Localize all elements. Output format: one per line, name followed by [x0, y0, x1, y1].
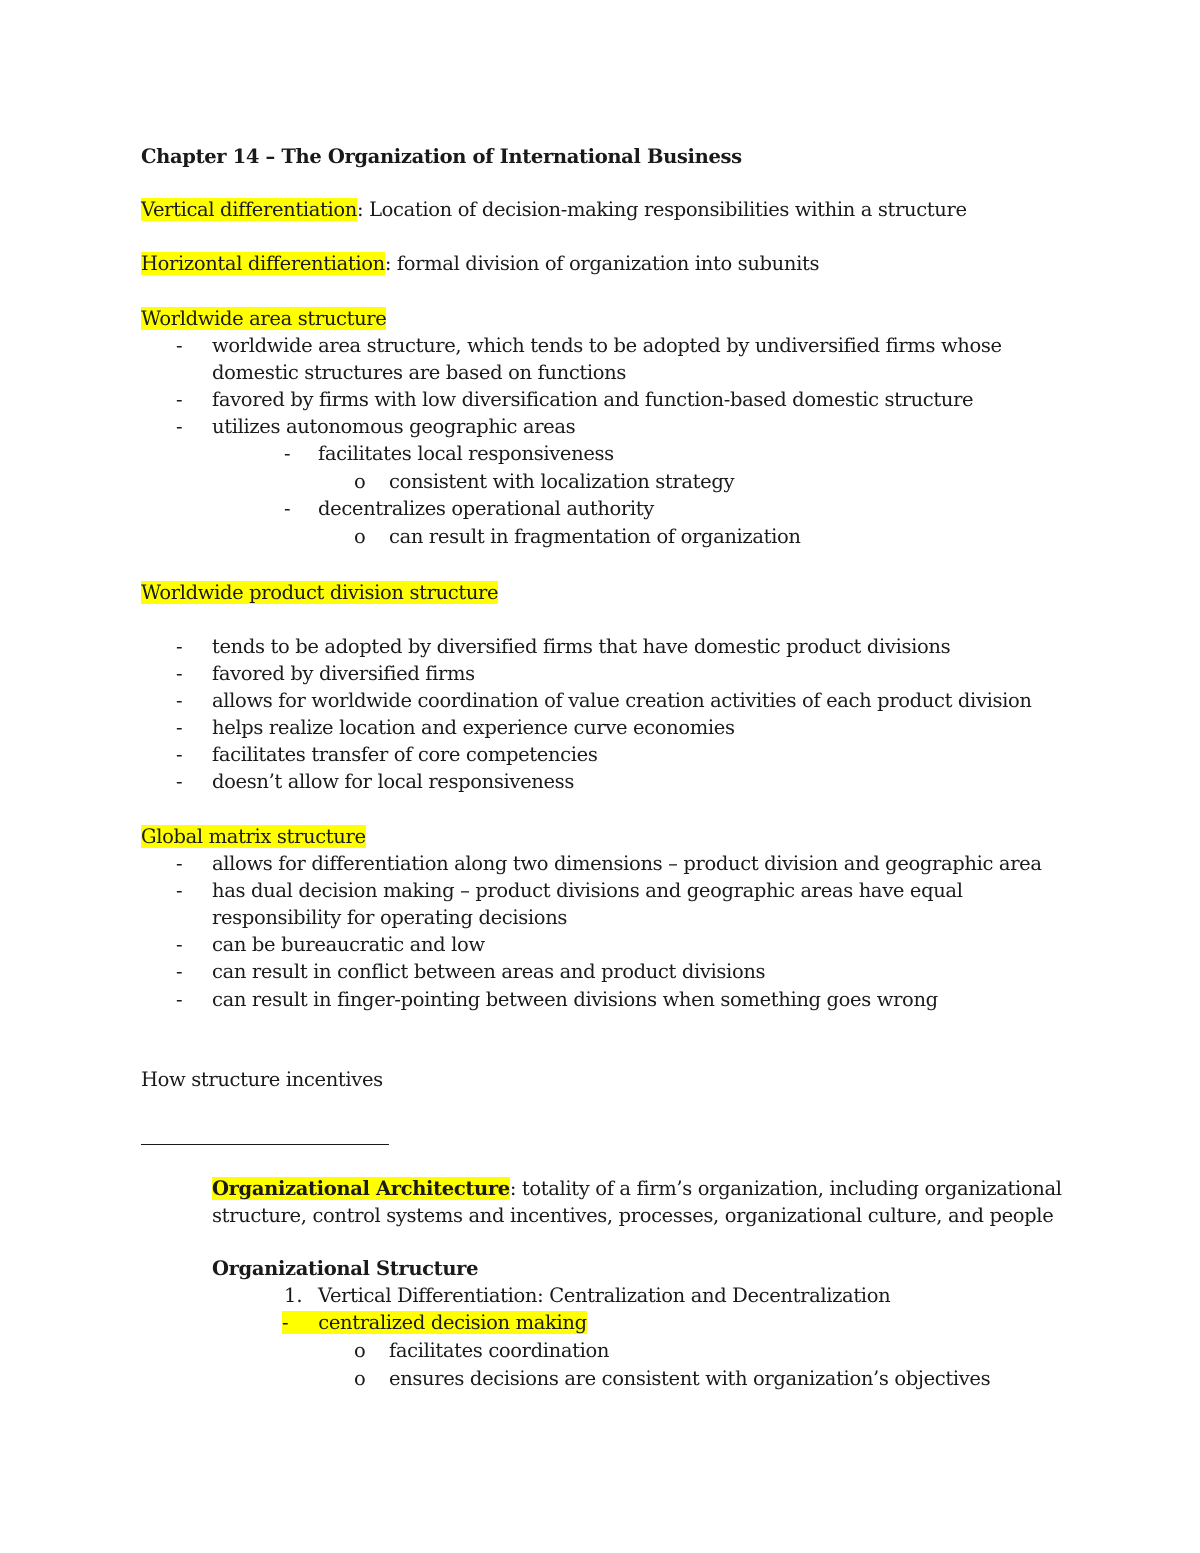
list-item: can result in conflict between areas and product divisions: [212, 960, 766, 983]
dash-marker: -: [282, 1311, 289, 1334]
list-item: facilitates local responsiveness: [318, 442, 614, 465]
bullet-marker: o: [354, 1339, 366, 1362]
list-item: ensures decisions are consistent with organization’s objectives: [389, 1367, 991, 1390]
highlighted-term: Organizational Architecture: [212, 1177, 510, 1200]
list-item: allows for differentiation along two dimensions – product division and geographic area: [212, 852, 1042, 875]
dash-marker: -: [176, 388, 183, 411]
dash-marker: -: [176, 852, 183, 875]
dash-marker: -: [176, 743, 183, 766]
list-item: worldwide area structure, which tends to be adopted by undiversified firms whose: [212, 334, 1002, 357]
dash-marker: -: [176, 933, 183, 956]
architecture-line: [212, 1179, 1062, 1199]
dash-marker: -: [176, 770, 183, 793]
highlighted-term: Worldwide area structure: [141, 307, 387, 330]
dash-marker: -: [176, 662, 183, 685]
page-title: Chapter 14 – The Organization of International Business: [141, 145, 742, 168]
list-item: has dual decision making – product divisions and geographic areas have equal: [212, 879, 963, 902]
vertical-differentiation-line: [141, 200, 967, 220]
dash-marker: -: [176, 988, 183, 1011]
list-item: allows for worldwide coordination of value creation activities of each product division: [212, 689, 1032, 712]
list-item: domestic structures are based on functions: [212, 361, 627, 384]
dash-marker: -: [176, 716, 183, 739]
list-item: doesn’t allow for local responsiveness: [212, 770, 574, 793]
horizontal-differentiation-line: [141, 254, 819, 274]
list-item-text: centralized decision making: [318, 1311, 587, 1334]
list-item: consistent with localization strategy: [389, 470, 735, 493]
highlighted-term: Worldwide product division structure: [141, 581, 499, 604]
architecture-definition-continued: structure, control systems and incentives, processes, organizational culture, and people: [212, 1204, 1054, 1227]
highlighted-term: Vertical differentiation: [141, 198, 357, 221]
section-heading: [141, 583, 498, 603]
list-item: decentralizes operational authority: [318, 497, 654, 520]
dash-marker: -: [176, 334, 183, 357]
term-definition: : totality of a firm’s organization, including organizational: [509, 1177, 1062, 1200]
incentives-line: How structure incentives: [141, 1068, 383, 1091]
section-heading: [141, 309, 386, 329]
dash-marker: -: [176, 635, 183, 658]
list-item: responsibility for operating decisions: [212, 906, 568, 929]
number-marker: 1.: [284, 1284, 303, 1307]
term-definition: : Location of decision-making responsibilities within a structure: [357, 198, 967, 221]
dash-marker: -: [284, 497, 291, 520]
section-divider: [141, 1144, 389, 1145]
highlighted-term: Horizontal differentiation: [141, 252, 385, 275]
list-item: facilitates transfer of core competencies: [212, 743, 598, 766]
dash-marker: -: [176, 415, 183, 438]
list-item: facilitates coordination: [389, 1339, 610, 1362]
dash-marker: -: [176, 879, 183, 902]
list-item: helps realize location and experience curve economies: [212, 716, 735, 739]
list-item: can be bureaucratic and low: [212, 933, 485, 956]
list-item: tends to be adopted by diversified firms that have domestic product divisions: [212, 635, 951, 658]
dash-marker: -: [176, 689, 183, 712]
list-item: favored by firms with low diversification and function-based domestic structure: [212, 388, 974, 411]
list-item: favored by diversified firms: [212, 662, 475, 685]
bullet-marker: o: [354, 525, 366, 548]
dash-marker: -: [176, 960, 183, 983]
highlight-run: [282, 1311, 587, 1334]
list-item: can result in finger-pointing between divisions when something goes wrong: [212, 988, 938, 1011]
dash-marker: -: [284, 442, 291, 465]
bullet-marker: o: [354, 1367, 366, 1390]
term-definition: : formal division of organization into subunits: [384, 252, 820, 275]
numbered-item: Vertical Differentiation: Centralization and Decentralization: [318, 1284, 891, 1307]
bullet-marker: o: [354, 470, 366, 493]
section-heading: [141, 827, 366, 847]
list-item: utilizes autonomous geographic areas: [212, 415, 576, 438]
highlighted-term: Global matrix structure: [141, 825, 366, 848]
subsection-heading: Organizational Structure: [212, 1257, 479, 1280]
list-item: can result in fragmentation of organization: [389, 525, 801, 548]
highlighted-list-item: [282, 1313, 587, 1333]
